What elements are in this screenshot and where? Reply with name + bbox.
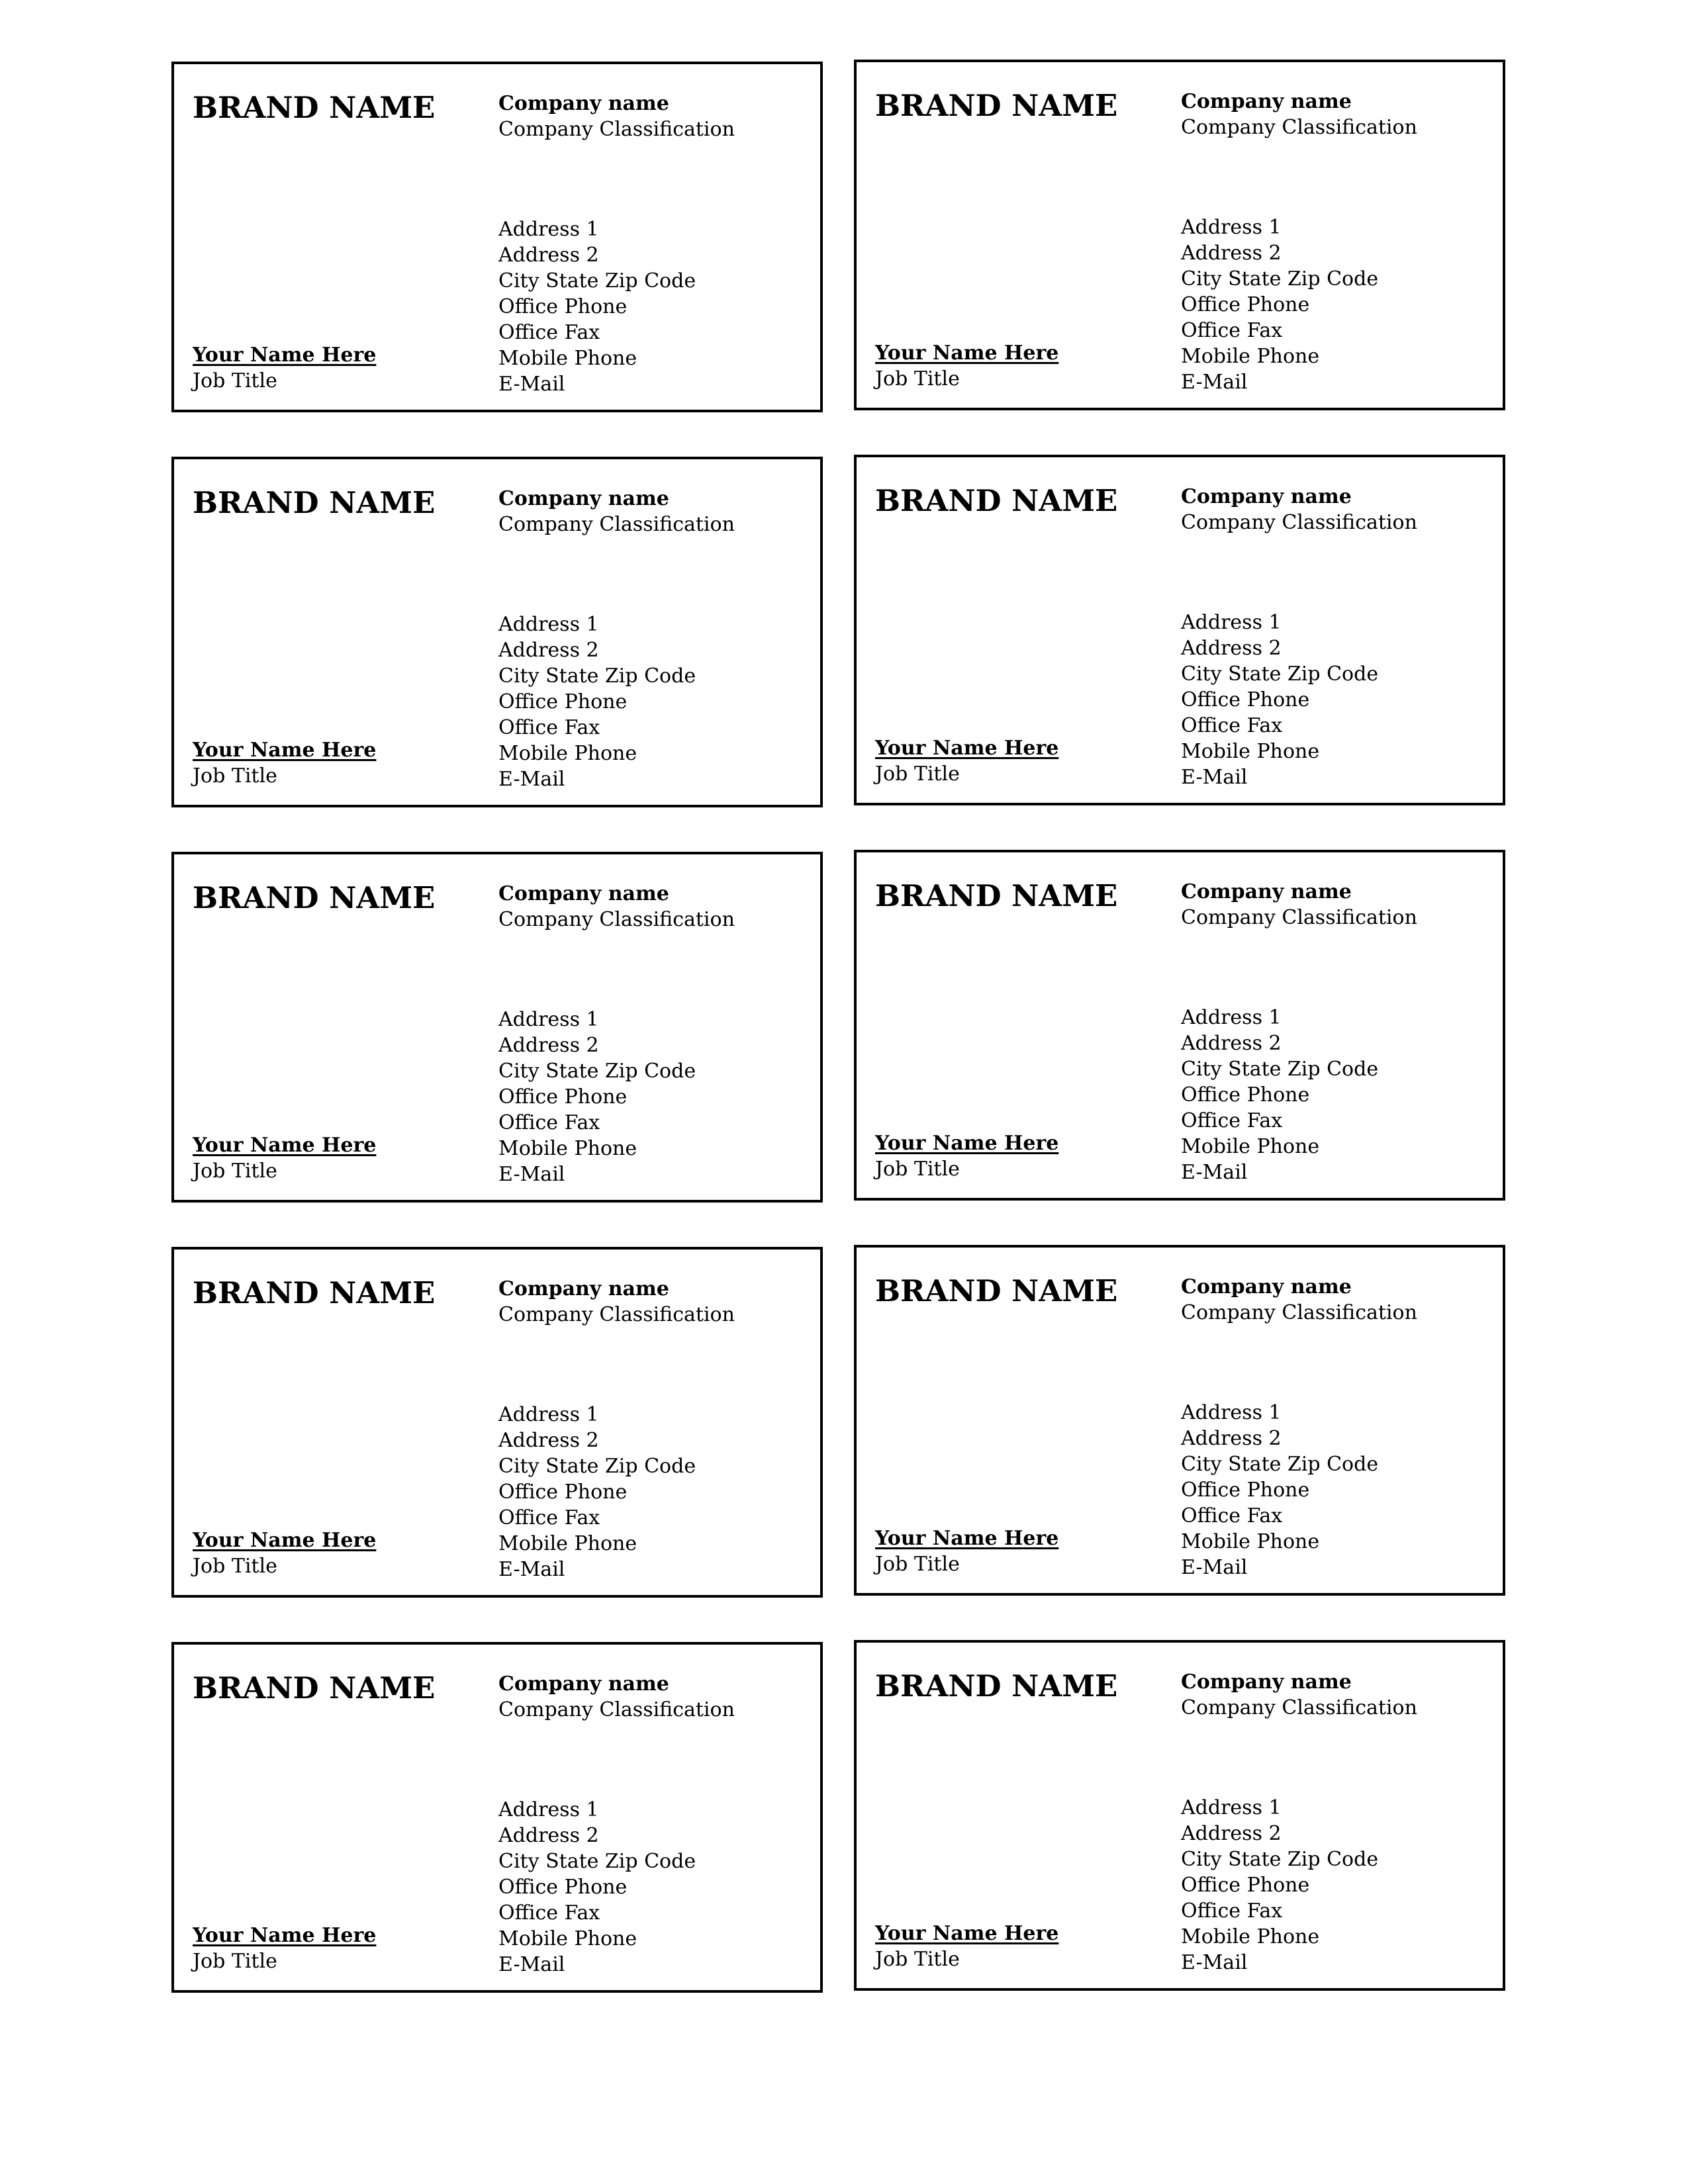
contact-block: [1181, 1795, 1378, 1976]
office-fax: Office Fax: [1181, 319, 1283, 342]
company-name: Company name: [498, 1672, 669, 1696]
company-name: Company name: [1181, 485, 1352, 508]
person-block: [193, 1132, 376, 1184]
office-phone: Office Phone: [498, 1085, 628, 1109]
contact-block: [498, 1797, 696, 1978]
company-block: [1181, 484, 1417, 535]
brand-name: BRAND NAME: [875, 1273, 1118, 1308]
business-card: [854, 60, 1505, 410]
address-line-2: Address 2: [498, 639, 599, 662]
city-state-zip: City State Zip Code: [498, 1455, 696, 1478]
city-state-zip: City State Zip Code: [1181, 662, 1379, 686]
company-block: [498, 881, 735, 933]
office-phone: Office Phone: [498, 1876, 628, 1899]
address-line-1: Address 1: [498, 1008, 599, 1031]
business-card: [171, 1247, 823, 1598]
person-block: [193, 1527, 376, 1579]
business-card: [171, 457, 823, 807]
person-name: Your Name Here: [875, 1132, 1059, 1155]
brand-name: BRAND NAME: [193, 1670, 436, 1706]
business-card: [171, 852, 823, 1203]
email: E-Mail: [498, 1163, 565, 1186]
mobile-phone: Mobile Phone: [1181, 1530, 1320, 1553]
person-block: [193, 342, 376, 394]
address-line-2: Address 2: [498, 1034, 599, 1057]
mobile-phone: Mobile Phone: [498, 742, 637, 765]
address-line-1: Address 1: [1181, 216, 1282, 239]
mobile-phone: Mobile Phone: [1181, 1925, 1320, 1948]
email: E-Mail: [1181, 1951, 1248, 1974]
city-state-zip: City State Zip Code: [1181, 1848, 1379, 1871]
company-classification: Company Classification: [498, 513, 735, 536]
company-classification: Company Classification: [498, 1698, 735, 1721]
address-line-2: Address 2: [1181, 242, 1282, 265]
contact-block: [1181, 1005, 1378, 1185]
office-fax: Office Fax: [1181, 1899, 1283, 1923]
company-block: [1181, 879, 1417, 931]
job-title: Job Title: [875, 1948, 960, 1971]
email: E-Mail: [1181, 371, 1248, 394]
job-title: Job Title: [193, 369, 277, 392]
company-block: [498, 486, 735, 537]
company-classification: Company Classification: [1181, 1696, 1417, 1719]
address-line-1: Address 1: [498, 1798, 599, 1821]
contact-block: [1181, 1400, 1378, 1580]
contact-block: [498, 1402, 696, 1582]
brand-name: BRAND NAME: [193, 880, 436, 915]
company-block: [498, 1671, 735, 1723]
address-line-1: Address 1: [1181, 1006, 1282, 1029]
person-name: Your Name Here: [193, 1924, 377, 1947]
person-block: [875, 1525, 1058, 1577]
address-line-2: Address 2: [498, 1429, 599, 1452]
address-line-1: Address 1: [1181, 611, 1282, 634]
office-phone: Office Phone: [498, 690, 628, 713]
company-classification: Company Classification: [498, 1303, 735, 1326]
email: E-Mail: [498, 1558, 565, 1581]
job-title: Job Title: [875, 367, 960, 390]
office-fax: Office Fax: [498, 1901, 600, 1925]
city-state-zip: City State Zip Code: [1181, 1058, 1379, 1081]
office-fax: Office Fax: [1181, 1109, 1283, 1132]
person-name: Your Name Here: [193, 343, 377, 367]
city-state-zip: City State Zip Code: [498, 1060, 696, 1083]
company-block: [1181, 89, 1417, 140]
office-phone: Office Phone: [498, 1480, 628, 1504]
office-phone: Office Phone: [498, 295, 628, 318]
address-line-1: Address 1: [498, 613, 599, 636]
company-classification: Company Classification: [1181, 1301, 1417, 1324]
email: E-Mail: [498, 373, 565, 396]
email: E-Mail: [1181, 1556, 1248, 1579]
email: E-Mail: [498, 1953, 565, 1976]
person-name: Your Name Here: [193, 1529, 377, 1552]
business-card: [854, 1640, 1505, 1991]
company-classification: Company Classification: [498, 118, 735, 141]
brand-name: BRAND NAME: [875, 878, 1118, 913]
office-phone: Office Phone: [1181, 293, 1310, 316]
person-block: [193, 1923, 376, 1974]
city-state-zip: City State Zip Code: [498, 664, 696, 688]
contact-block: [1181, 214, 1378, 395]
mobile-phone: Mobile Phone: [498, 1137, 637, 1160]
company-block: [498, 91, 735, 142]
job-title: Job Title: [875, 1553, 960, 1576]
company-name: Company name: [498, 487, 669, 510]
mobile-phone: Mobile Phone: [498, 1927, 637, 1950]
job-title: Job Title: [193, 764, 277, 788]
company-name: Company name: [498, 882, 669, 905]
office-phone: Office Phone: [1181, 1874, 1310, 1897]
contact-block: [498, 1007, 696, 1187]
address-line-2: Address 2: [1181, 1822, 1282, 1845]
company-name: Company name: [498, 1277, 669, 1300]
person-name: Your Name Here: [875, 1922, 1059, 1945]
job-title: Job Title: [875, 1158, 960, 1181]
mobile-phone: Mobile Phone: [1181, 1135, 1320, 1158]
company-name: Company name: [1181, 1670, 1352, 1694]
brand-name: BRAND NAME: [875, 88, 1118, 123]
brand-name: BRAND NAME: [875, 483, 1118, 518]
person-name: Your Name Here: [875, 341, 1059, 365]
company-classification: Company Classification: [498, 908, 735, 931]
company-classification: Company Classification: [1181, 906, 1417, 929]
email: E-Mail: [1181, 766, 1248, 789]
job-title: Job Title: [193, 1160, 277, 1183]
office-phone: Office Phone: [1181, 688, 1310, 711]
company-name: Company name: [1181, 880, 1352, 903]
person-block: [875, 735, 1058, 787]
brand-name: BRAND NAME: [875, 1668, 1118, 1704]
address-line-2: Address 2: [1181, 1427, 1282, 1450]
address-line-1: Address 1: [1181, 1401, 1282, 1424]
city-state-zip: City State Zip Code: [1181, 267, 1379, 291]
company-name: Company name: [498, 92, 669, 115]
person-name: Your Name Here: [193, 739, 377, 762]
contact-block: [498, 612, 696, 792]
address-line-2: Address 2: [498, 244, 599, 267]
person-name: Your Name Here: [875, 1527, 1059, 1550]
business-card: [854, 455, 1505, 805]
business-card: [171, 1642, 823, 1993]
person-block: [875, 340, 1058, 392]
job-title: Job Title: [193, 1555, 277, 1578]
person-block: [875, 1130, 1058, 1182]
office-fax: Office Fax: [1181, 1504, 1283, 1527]
address-line-2: Address 2: [1181, 1032, 1282, 1055]
office-fax: Office Fax: [498, 321, 600, 344]
address-line-1: Address 1: [498, 218, 599, 241]
person-block: [875, 1921, 1058, 1972]
company-name: Company name: [1181, 90, 1352, 113]
company-classification: Company Classification: [1181, 511, 1417, 534]
office-fax: Office Fax: [1181, 714, 1283, 737]
person-block: [193, 737, 376, 789]
brand-name: BRAND NAME: [193, 485, 436, 520]
person-name: Your Name Here: [875, 737, 1059, 760]
address-line-2: Address 2: [498, 1824, 599, 1847]
mobile-phone: Mobile Phone: [1181, 740, 1320, 763]
office-phone: Office Phone: [1181, 1083, 1310, 1107]
contact-block: [1181, 610, 1378, 790]
email: E-Mail: [498, 768, 565, 791]
office-phone: Office Phone: [1181, 1479, 1310, 1502]
person-name: Your Name Here: [193, 1134, 377, 1157]
business-card: [171, 62, 823, 412]
city-state-zip: City State Zip Code: [1181, 1453, 1379, 1476]
office-fax: Office Fax: [498, 1506, 600, 1529]
contact-block: [498, 216, 696, 397]
city-state-zip: City State Zip Code: [498, 269, 696, 293]
company-name: Company name: [1181, 1275, 1352, 1298]
mobile-phone: Mobile Phone: [498, 1532, 637, 1555]
email: E-Mail: [1181, 1161, 1248, 1184]
office-fax: Office Fax: [498, 716, 600, 739]
office-fax: Office Fax: [498, 1111, 600, 1134]
address-line-1: Address 1: [1181, 1796, 1282, 1819]
business-card: [854, 850, 1505, 1201]
address-line-2: Address 2: [1181, 637, 1282, 660]
address-line-1: Address 1: [498, 1403, 599, 1426]
company-block: [1181, 1274, 1417, 1326]
company-block: [498, 1276, 735, 1328]
mobile-phone: Mobile Phone: [498, 347, 637, 370]
business-card: [854, 1245, 1505, 1596]
city-state-zip: City State Zip Code: [498, 1850, 696, 1873]
job-title: Job Title: [193, 1950, 277, 1973]
brand-name: BRAND NAME: [193, 90, 436, 125]
mobile-phone: Mobile Phone: [1181, 345, 1320, 368]
company-classification: Company Classification: [1181, 116, 1417, 139]
company-block: [1181, 1669, 1417, 1721]
brand-name: BRAND NAME: [193, 1275, 436, 1310]
job-title: Job Title: [875, 762, 960, 786]
